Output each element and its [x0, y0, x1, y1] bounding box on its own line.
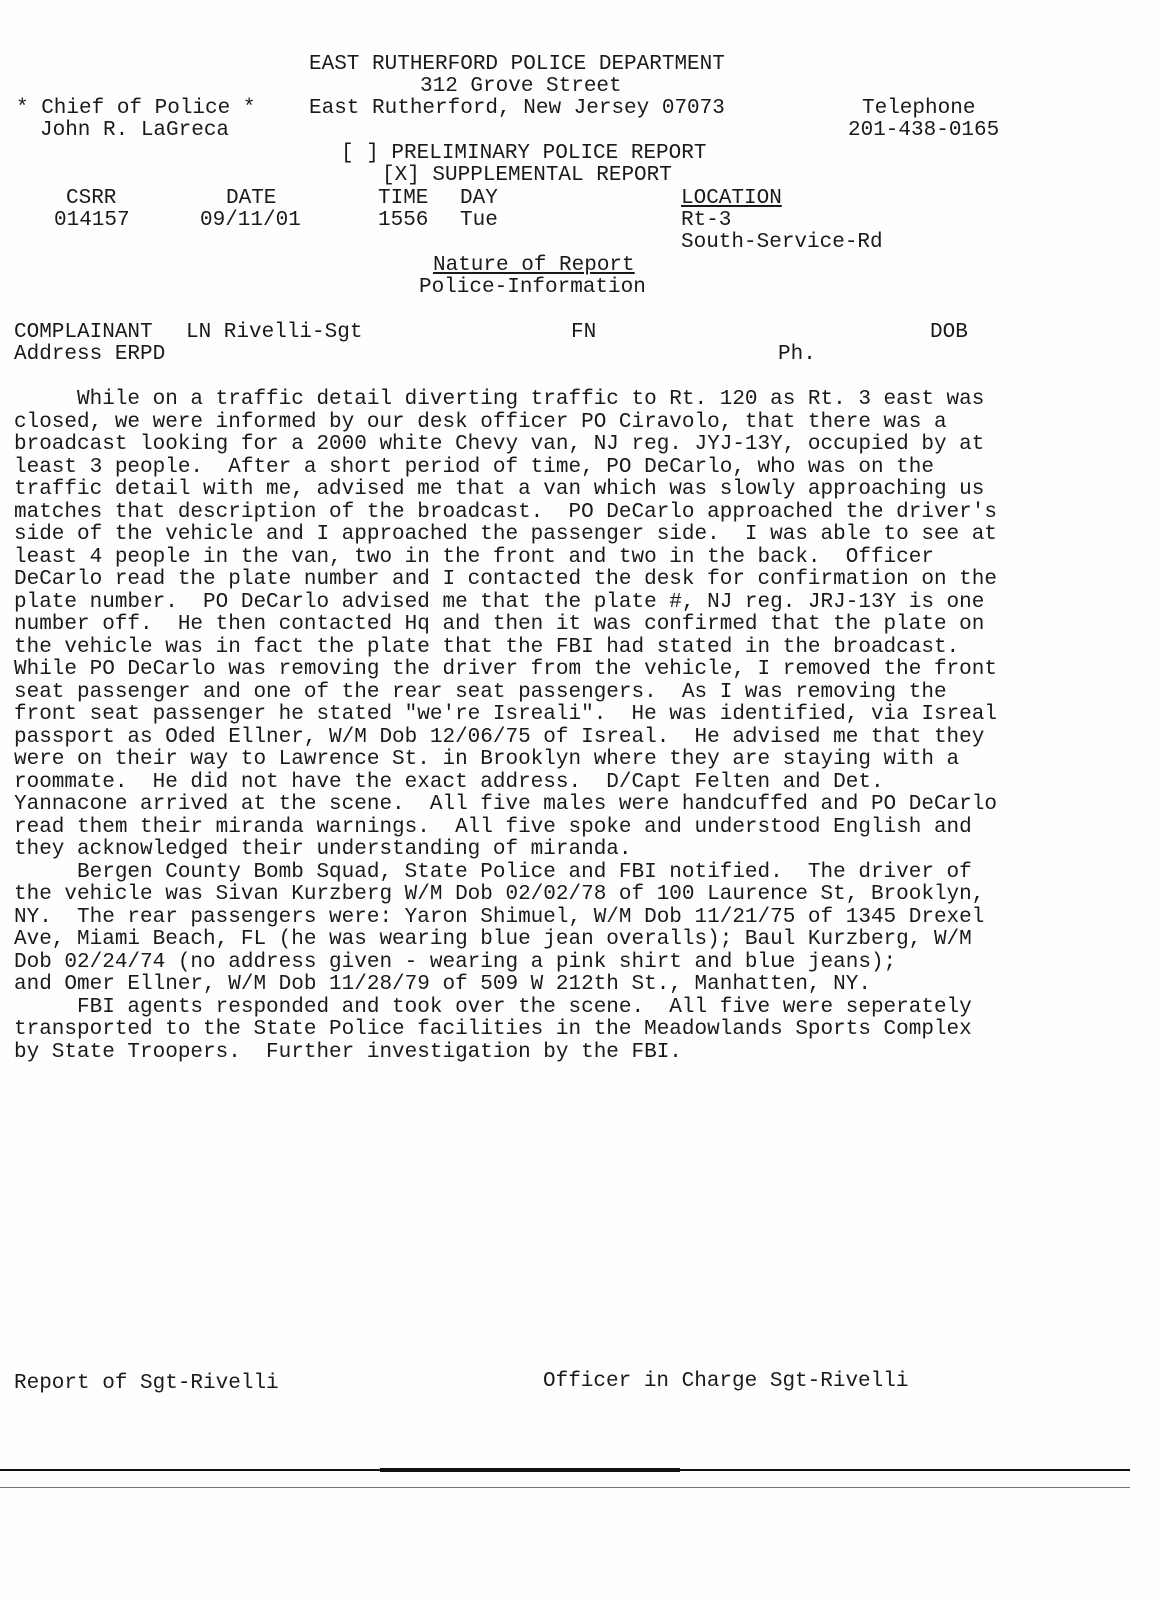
narrative-line: While PO DeCarlo was removing the driver from the vehicle, I removed the front [14, 658, 997, 681]
narrative-line: by State Troopers. Further investigation by the FBI. [14, 1040, 682, 1064]
narrative-line: Dob 02/24/74 (no address given - wearing a pink shirt and blue jeans); [14, 950, 897, 974]
complainant-first-name-label: FN [571, 321, 597, 344]
narrative-line: Bergen County Bomb Squad, State Police and FBI notified. The driver of [14, 860, 972, 884]
narrative-line: broadcast looking for a 2000 white Chevy van, NJ reg. JYJ-13Y, occupied by at [14, 433, 985, 456]
csrr-label: CSRR [66, 187, 117, 210]
narrative-line: least 3 people. After a short period of time, PO DeCarlo, who was on the [14, 455, 934, 479]
telephone-label: Telephone [862, 97, 976, 120]
day-value: Tue [460, 209, 498, 232]
date-label: DATE [226, 187, 277, 210]
location-label: LOCATION [681, 187, 782, 210]
city-address: East Rutherford, New Jersey 07073 [309, 97, 725, 120]
narrative-line: While on a traffic detail diverting traffic to Rt. 120 as Rt. 3 east was [14, 388, 985, 411]
report-narrative [14, 389, 1154, 1064]
narrative-line: FBI agents responded and took over the scene. All five were seperately [14, 995, 972, 1019]
complainant-phone-label: Ph. [778, 343, 816, 366]
narrative-line: plate number. PO DeCarlo advised me that the plate #, NJ reg. JRJ-13Y is one [14, 590, 985, 614]
nature-of-report-value: Police-Information [419, 276, 646, 299]
preliminary-report-checkbox: [ ] PRELIMINARY POLICE REPORT [341, 142, 707, 165]
telephone-number: 201-438-0165 [848, 119, 1000, 142]
narrative-line: front seat passenger he stated "we're Isreali". He was identified, via Isreal [14, 703, 997, 726]
location-line-1: Rt-3 [681, 209, 732, 232]
narrative-line: the vehicle was Sivan Kurzberg W/M Dob 02/02/78 of 100 Laurence St, Brooklyn, [14, 883, 985, 906]
chief-title: * Chief of Police * [16, 97, 256, 120]
time-label: TIME [378, 187, 429, 210]
narrative-line: Ave, Miami Beach, FL (he was wearing blue jean overalls); Baul Kurzberg, W/M [14, 928, 972, 951]
narrative-line: passport as Oded Ellner, W/M Dob 12/06/75 of Isreal. He advised me that they [14, 725, 985, 749]
narrative-line: they acknowledged their understanding of miranda. [14, 838, 632, 861]
nature-of-report-label: Nature of Report [433, 254, 635, 277]
narrative-line: NY. The rear passengers were: Yaron Shimuel, W/M Dob 11/21/75 of 1345 Drexel [14, 905, 985, 929]
report-of: Report of Sgt-Rivelli [14, 1372, 279, 1395]
narrative-line: seat passenger and one of the rear seat passengers. As I was removing the [14, 680, 947, 704]
complainant-address: Address ERPD [14, 343, 166, 366]
date-value: 09/11/01 [200, 209, 301, 232]
day-label: DAY [460, 187, 498, 210]
narrative-line: Yannacone arrived at the scene. All five males were handcuffed and PO DeCarlo [14, 793, 997, 816]
narrative-line: roommate. He did not have the exact address. D/Capt Felten and Det. [14, 770, 884, 794]
narrative-line: and Omer Ellner, W/M Dob 11/28/79 of 509 W 212th St., Manhatten, NY. [14, 973, 871, 996]
officer-in-charge: Officer in Charge Sgt-Rivelli [543, 1370, 909, 1393]
narrative-line: closed, we were informed by our desk officer PO Ciravolo, that there was a [14, 410, 947, 434]
bottom-rule-thin [0, 1487, 1130, 1488]
complainant-label: COMPLAINANT [14, 321, 153, 344]
narrative-line: DeCarlo read the plate number and I contacted the desk for confirmation on the [14, 568, 997, 591]
supplemental-report-checkbox: [X] SUPPLEMENTAL REPORT [382, 164, 672, 187]
street-address: 312 Grove Street [420, 75, 622, 98]
narrative-line: the vehicle was in fact the plate that the FBI had stated in the broadcast. [14, 635, 960, 659]
narrative-line: least 4 people in the van, two in the front and two in the back. Officer [14, 545, 934, 569]
complainant-dob-label: DOB [930, 321, 968, 344]
location-line-2: South-Service-Rd [681, 231, 883, 254]
department-name: EAST RUTHERFORD POLICE DEPARTMENT [309, 53, 725, 76]
narrative-line: were on their way to Lawrence St. in Brooklyn where they are staying with a [14, 748, 960, 771]
narrative-line: matches that description of the broadcast. PO DeCarlo approached the driver's [14, 500, 997, 524]
narrative-line: read them their miranda warnings. All five spoke and understood English and [14, 815, 972, 839]
narrative-line: side of the vehicle and I approached the passenger side. I was able to see at [14, 523, 997, 546]
chief-name: John R. LaGreca [40, 119, 230, 142]
narrative-line: number off. He then contacted Hq and then it was confirmed that the plate on [14, 613, 985, 636]
csrr-value: 014157 [54, 209, 130, 232]
time-value: 1556 [378, 209, 429, 232]
narrative-line: transported to the State Police facilities in the Meadowlands Sports Complex [14, 1018, 972, 1041]
bottom-rule-thick [380, 1468, 680, 1472]
narrative-line: traffic detail with me, advised me that a van which was slowly approaching us [14, 478, 985, 501]
complainant-last-name: LN Rivelli-Sgt [186, 321, 363, 344]
